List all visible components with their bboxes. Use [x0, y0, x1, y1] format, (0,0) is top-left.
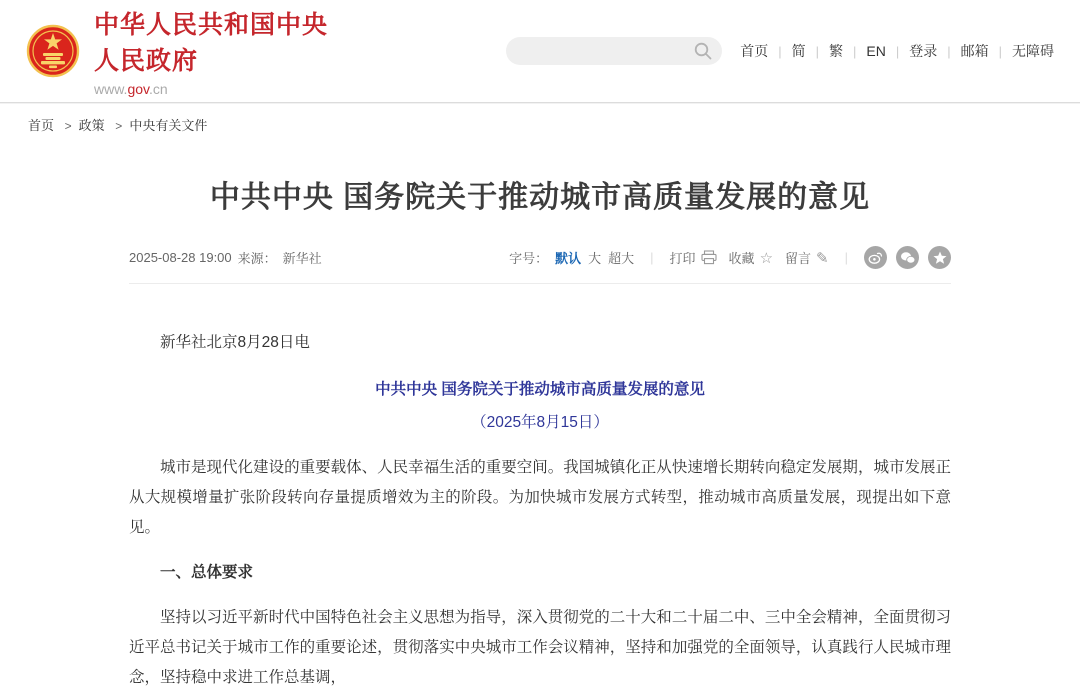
search-box: [506, 37, 722, 65]
star-icon: ☆: [759, 249, 774, 267]
document-body: [129, 328, 951, 693]
national-emblem-icon: [26, 24, 80, 78]
nav-accessibility[interactable]: | 无障碍: [989, 41, 1054, 61]
site-header: [0, 0, 1080, 103]
breadcrumb-policy[interactable]: > 政策: [58, 118, 105, 133]
breadcrumb: [0, 103, 1080, 134]
pencil-icon: ✎: [816, 249, 829, 267]
print-button[interactable]: 打印: [670, 248, 717, 267]
paragraph: 城市是现代化建设的重要载体、人民幸福生活的重要空间。我国城镇化正从快速增长期转向稳定发展期，城市发展正从大规模增量扩张阶段转向存量提质增效为主的阶段。为加快城市发展方式转型，推动城市高质量发展，现提出如下意见。: [129, 459, 951, 536]
share-weibo-button[interactable]: [864, 246, 887, 269]
search-input[interactable]: [506, 37, 722, 65]
search-icon[interactable]: [693, 41, 713, 61]
nav-english[interactable]: | EN: [843, 43, 886, 59]
paragraph: 坚持以习近平新时代中国特色社会主义思想为指导，深入贯彻党的二十大和二十届二中、三中全会精神，全面贯彻习近平总书记关于城市工作的重要论述，贯彻落实中央城市工作会议精神，坚持和加强党的全面领导，认真践行人民城市理念，坚持稳中求进工作总基调，: [129, 609, 951, 686]
article-meta-row: [129, 246, 951, 284]
font-size-controls: [509, 248, 634, 267]
share-qzone-button[interactable]: [928, 246, 951, 269]
divider: |: [844, 250, 848, 265]
article: [129, 172, 951, 693]
dateline: 新华社北京8月28日电: [160, 334, 310, 351]
top-nav: [740, 41, 1054, 61]
document-date: （2025年8月15日）: [471, 414, 609, 431]
site-url: www.gov.cn: [94, 81, 168, 97]
document-title: 中共中央 国务院关于推动城市高质量发展的意见: [375, 381, 705, 398]
article-meta-left: [129, 248, 322, 267]
qzone-star-icon: [933, 251, 947, 265]
breadcrumb-central-documents[interactable]: > 中央有关文件: [108, 118, 207, 133]
printer-icon: [701, 250, 717, 265]
font-size-xlarge[interactable]: 超大: [608, 251, 635, 266]
publish-datetime: 2025-08-28 19:00: [129, 250, 232, 265]
section-heading: 一、总体要求: [160, 564, 254, 581]
wechat-icon: [900, 251, 916, 265]
font-size-default[interactable]: 默认: [555, 251, 582, 266]
site-brand[interactable]: [26, 5, 346, 97]
nav-traditional[interactable]: | 繁: [806, 41, 843, 61]
breadcrumb-home[interactable]: 首页: [28, 118, 55, 133]
site-name: 中华人民共和国中央人民政府: [94, 11, 329, 75]
share-buttons: [864, 246, 951, 269]
comment-button[interactable]: 留言 ✎: [785, 249, 829, 267]
font-size-label: 字号：: [509, 251, 549, 266]
share-wechat-button[interactable]: [896, 246, 919, 269]
source-label: 来源：: [237, 251, 277, 266]
article-meta-right: [509, 246, 951, 269]
divider: |: [650, 250, 654, 265]
nav-home[interactable]: 首页: [740, 43, 769, 59]
nav-mail[interactable]: | 邮箱: [937, 41, 988, 61]
page-title: 中共中央 国务院关于推动城市高质量发展的意见: [209, 181, 871, 214]
nav-login[interactable]: | 登录: [886, 41, 937, 61]
weibo-icon: [868, 250, 883, 265]
nav-simplified[interactable]: | 简: [768, 41, 805, 61]
favorite-button[interactable]: 收藏 ☆: [728, 249, 774, 267]
font-size-large[interactable]: 大: [588, 251, 602, 266]
source-name[interactable]: 新华社: [282, 251, 322, 266]
